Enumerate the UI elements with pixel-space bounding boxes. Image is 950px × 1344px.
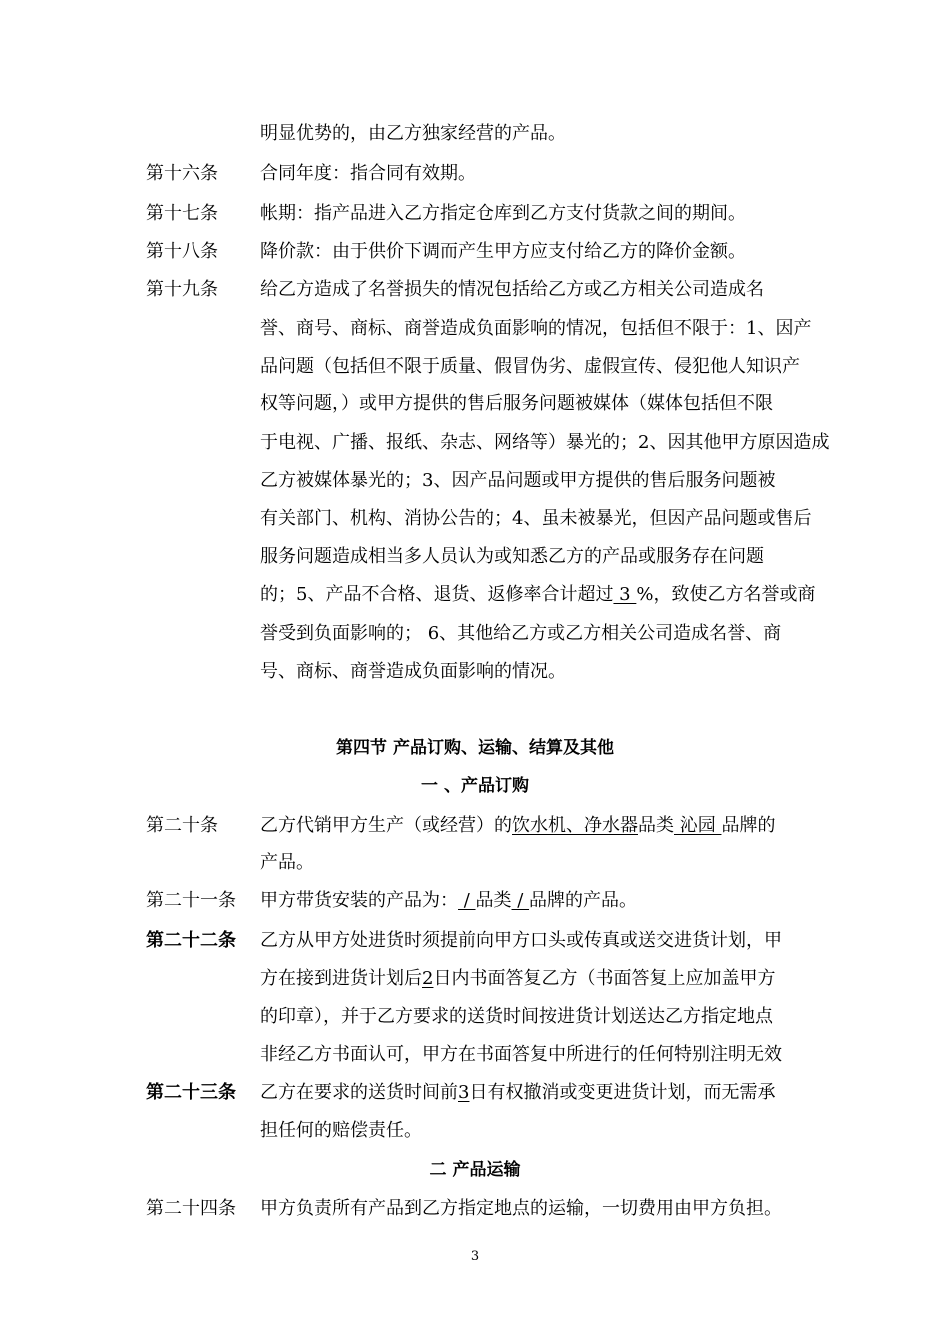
article-21-text xyxy=(260,889,637,913)
article-19-line-10: 誉受到负面影响的； 6、其他给乙方或乙方相关公司造成名誉、商 xyxy=(260,623,782,644)
article-21-mid: 品类 xyxy=(475,890,512,911)
article-20-pre: 乙方代销甲方生产（或经营）的 xyxy=(260,815,512,836)
article-19-line-9-post: %，致使乙方名誉或商 xyxy=(636,584,816,605)
article-19-line-9 xyxy=(260,583,815,607)
article-19-line-3: 品问题（包括但不限于质量、假冒伪劣、虚假宣传、侵犯他人知识产 xyxy=(260,356,800,377)
article-20-line-1 xyxy=(260,814,775,838)
brand-value: 沁园 xyxy=(674,815,722,836)
article-17-text: 帐期：指产品进入乙方指定仓库到乙方支付货款之间的期间。 xyxy=(260,203,746,224)
article-22-line-1: 乙方从甲方处进货时须提前向甲方口头或传真或送交进货计划，甲 xyxy=(260,930,782,951)
article-22-line-3: 的印章），并于乙方要求的送货时间按进货计划送达乙方指定地点 xyxy=(260,1006,773,1027)
article-20-line-2: 产品。 xyxy=(260,852,314,873)
article-23-label: 第二十三条 xyxy=(146,1082,236,1103)
article-23-line-1 xyxy=(260,1081,775,1105)
article-21-label: 第二十一条 xyxy=(146,890,236,911)
article-18-label: 第十八条 xyxy=(146,241,218,262)
article-22-line-2 xyxy=(260,967,775,991)
article-19-line-8: 服务问题造成相当多人员认为或知悉乙方的产品或服务存在问题 xyxy=(260,546,764,567)
article-21-pre: 甲方带货安装的产品为： xyxy=(260,890,458,911)
article-19-line-9-pre: 的；5、产品不合格、退货、返修率合计超过 xyxy=(260,584,614,605)
article-17-label: 第十七条 xyxy=(146,203,218,224)
page-number: 3 xyxy=(470,1249,480,1264)
article-23-line-2: 担任何的赔偿责任。 xyxy=(260,1120,422,1141)
article-19-line-7: 有关部门、机构、消协公告的；4、虽未被暴光，但因产品问题或售后 xyxy=(260,508,812,529)
article-18-text: 降价款：由于供价下调而产生甲方应支付给乙方的降价金额。 xyxy=(260,241,746,262)
cancel-days-value: 3 xyxy=(458,1082,470,1103)
return-rate-value: 3 xyxy=(613,584,637,605)
subsection-1-heading: 一 、产品订购 xyxy=(421,776,529,796)
article-15-continuation: 明显优势的，由乙方独家经营的产品。 xyxy=(260,123,566,144)
article-23-pre: 乙方在要求的送货时间前 xyxy=(260,1082,458,1103)
article-20-label: 第二十条 xyxy=(146,815,218,836)
reply-days-value: 2 xyxy=(422,968,434,989)
article-19-line-1: 给乙方造成了名誉损失的情况包括给乙方或乙方相关公司造成名 xyxy=(260,279,764,300)
article-22-line-4: 非经乙方书面认可，甲方在书面答复中所进行的任何特别注明无效 xyxy=(260,1044,782,1065)
article-23-post: 日有权撤消或变更进货计划，而无需承 xyxy=(469,1082,776,1103)
section-4-heading: 第四节 产品订购、运输、结算及其他 xyxy=(336,738,614,758)
article-24-label: 第二十四条 xyxy=(146,1198,236,1219)
article-19-line-5: 于电视、广播、报纸、杂志、网络等）暴光的；2、因其他甲方原因造成 xyxy=(260,432,830,453)
article-19-line-11: 号、商标、商誉造成负面影响的情况。 xyxy=(260,661,566,682)
article-24-text: 甲方负责所有产品到乙方指定地点的运输，一切费用由甲方负担。 xyxy=(260,1198,782,1219)
install-brand-value: / xyxy=(511,890,530,911)
article-22-line-2-post: 日内书面答复乙方（书面答复上应加盖甲方 xyxy=(433,968,776,989)
article-22-line-2-pre: 方在接到进货计划后 xyxy=(260,968,422,989)
article-20-post: 品牌的 xyxy=(721,815,776,836)
install-category-value: / xyxy=(458,890,476,911)
article-21-post: 品牌的产品。 xyxy=(529,890,638,911)
article-19-line-6: 乙方被媒体暴光的；3、因产品问题或甲方提供的售后服务问题被 xyxy=(260,470,776,491)
article-19-label: 第十九条 xyxy=(146,279,218,300)
product-category-value: 饮水机、净水器 xyxy=(512,815,638,836)
article-16-label: 第十六条 xyxy=(146,163,218,184)
article-20-mid: 品类 xyxy=(638,815,674,836)
article-19-line-4: 权等问题，）或甲方提供的售后服务问题被媒体（媒体包括但不限 xyxy=(260,393,773,414)
subsection-2-heading: 二 产品运输 xyxy=(429,1160,521,1180)
article-19-line-2: 誉、商号、商标、商誉造成负面影响的情况，包括但不限于：1、因产 xyxy=(260,318,812,339)
article-22-label: 第二十二条 xyxy=(146,930,236,951)
article-16-text: 合同年度：指合同有效期。 xyxy=(260,163,476,184)
